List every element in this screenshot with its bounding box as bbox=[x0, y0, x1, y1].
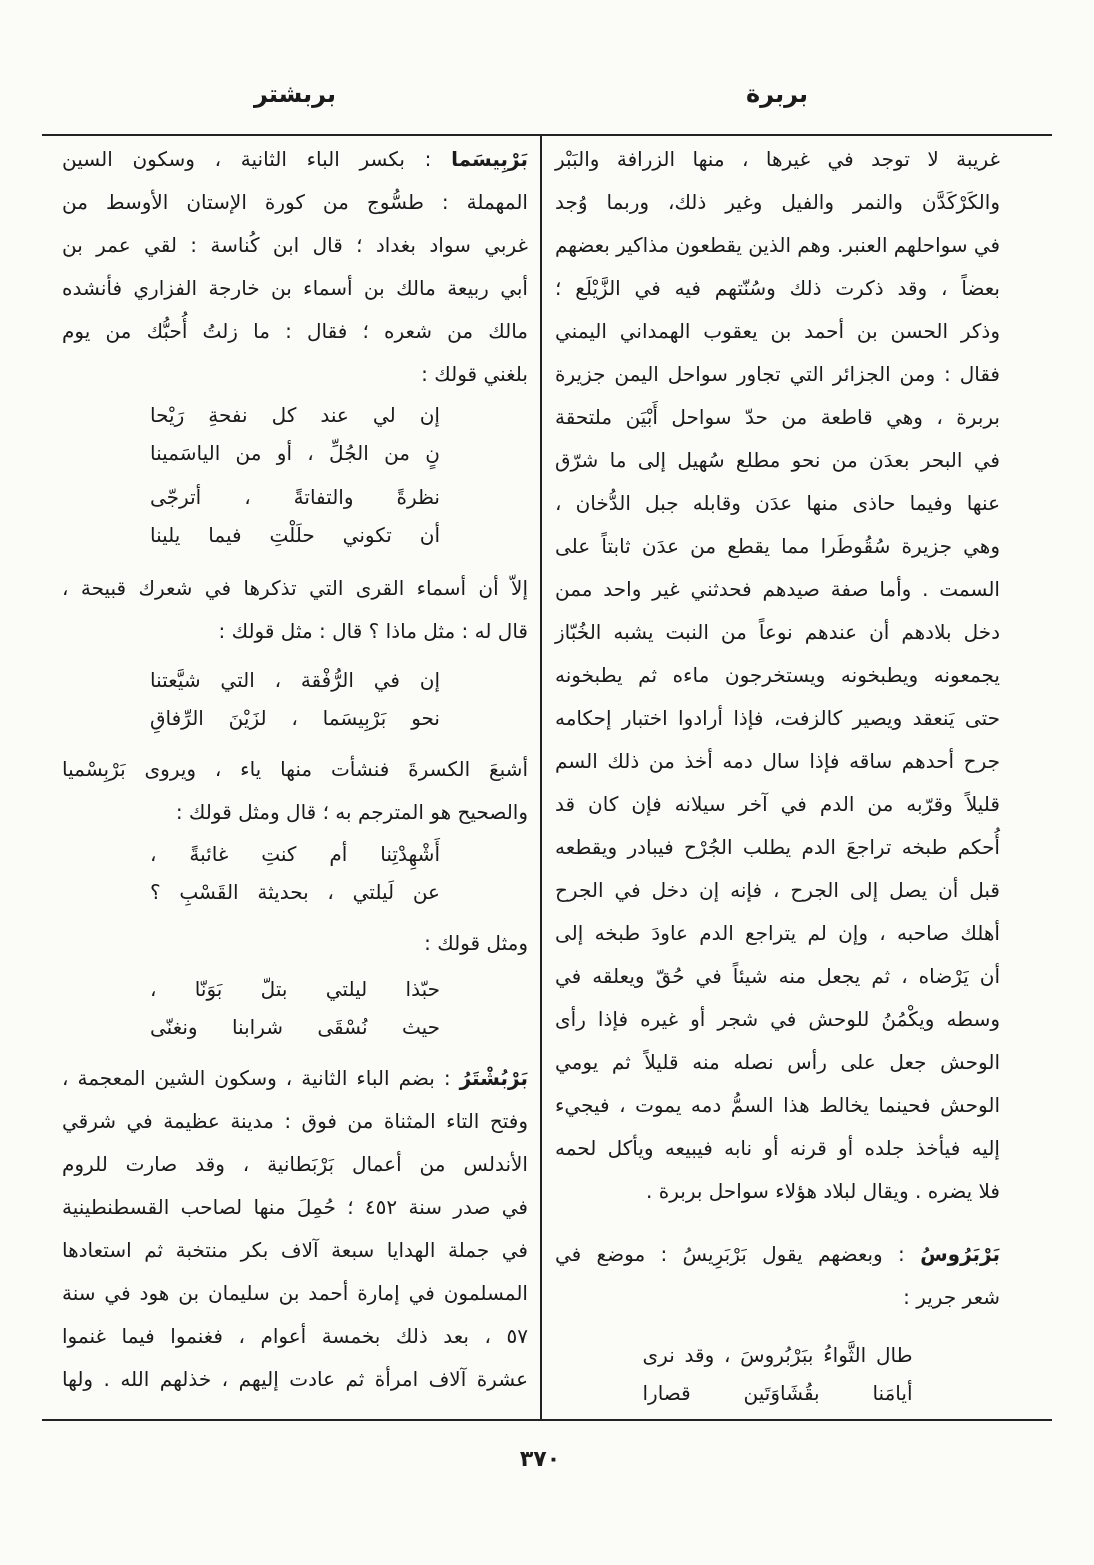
entry-barbara bbox=[555, 138, 1000, 1213]
text-line: عنها وفيما حاذى منها عدَن وقابله جبل الدُّخان ، bbox=[555, 491, 1000, 515]
verse-hemistich: حبّذا ليلتي بتلّ بَوَنّا ، bbox=[150, 977, 440, 1001]
header-rule bbox=[42, 134, 1052, 136]
text-line: أُحكم طبخه تراجعَ الدم يطلب الجُرْح فيبادر ويقطعه bbox=[555, 835, 1000, 859]
text-line: المسلمون في إمارة أحمد بن سليمان بن هود في سنة bbox=[62, 1281, 528, 1305]
text-line: وسطه ويكْمُنُ للوحش في شجر أو غيره فإذا رأى bbox=[555, 1007, 1000, 1031]
text-line: يجمعونه ويطبخونه ويستخرجون ماءه ثم يطبخونه bbox=[555, 663, 1000, 687]
paragraph bbox=[62, 922, 528, 965]
column-divider bbox=[540, 135, 542, 1420]
verse-couplet bbox=[555, 1336, 1000, 1412]
text-line: عشرة آلاف امرأة ثم عادت إليهم ، خذلهم الله . ولها bbox=[62, 1367, 528, 1391]
verse-hemistich: أَشْهِدْتِنا أم كنتِ غائبةً ، bbox=[150, 842, 440, 866]
text-line: إليه فيأخذ جلده أو قرنه أو نابه فيبيعه ويأكل لحمه bbox=[555, 1136, 1000, 1160]
text-line: ٥٧ ، بعد ذلك بخمسة أعوام ، فغنموا فيما غنموا bbox=[62, 1324, 528, 1348]
text-line: أشبعَ الكسرةَ فنشأت منها ياء ، ويروى بَرْبِسْميا bbox=[62, 757, 528, 781]
text-line: في البحر بعدَن من نحو مطلع سُهيل إلى ما شرّق bbox=[555, 448, 1000, 472]
text-line: بربرة ، وهي قاطعة من حدّ سواحل أَبْيَن ملتحقة bbox=[555, 405, 1000, 429]
verse-hemistich: أيامَنا بقُشَاوَتَين قصارا bbox=[642, 1381, 913, 1405]
page-number: ٣٧٠ bbox=[519, 1447, 561, 1472]
verse-hemistich: عن لَيلتي ، بحديثة القَسْبِ ؟ bbox=[150, 880, 440, 904]
verse-couplet bbox=[62, 661, 528, 737]
text-line: جرح أحدهم ساقه فإذا سال دمه أخذ من ذلك السم bbox=[555, 749, 1000, 773]
verse-hemistich: أن تكوني حلَلْتِ فيما يلينا bbox=[150, 523, 440, 547]
text-line: والكَرْكَدَّن والنمر والفيل وغير ذلك، وربما وُجد bbox=[555, 190, 1000, 214]
text-line: فقال : ومن الجزائر التي تجاور سواحل اليمن جزيرة bbox=[555, 362, 1000, 386]
text-line: أبي ربيعة مالك بن أسماء بن خارجة الفزاري فأنشده bbox=[62, 276, 528, 300]
verse-hemistich: نحو بَرْبِيسَما ، لزَيْنَ الرِّفاقِ bbox=[150, 706, 440, 730]
verse-couplet bbox=[62, 970, 528, 1046]
verse-hemistich: نٍ من الجُلِّ ، أو من الياسَمينا bbox=[150, 441, 440, 465]
verse-hemistich: نظرةً والتفاتةً ، أترجّى bbox=[150, 485, 440, 509]
entry-text: : وبعضهم يقول بَرْبَرِيسُ : موضع في bbox=[555, 1242, 905, 1266]
entry-barbushtar bbox=[62, 1057, 528, 1401]
right-column bbox=[555, 138, 1000, 1412]
text-line: مالك من شعره ؛ فقال : ما زلتُ أُحبُّك من يوم bbox=[62, 319, 528, 343]
text-line: حتى يَنعقد ويصير كالزفت، فإذا أرادوا اختبار إحكامه bbox=[555, 706, 1000, 730]
entry-first-line bbox=[555, 1233, 1000, 1276]
text-line: وفتح التاء المثناة من فوق : مدينة عظيمة في شرقي bbox=[62, 1109, 528, 1133]
running-header-left: بربشتر bbox=[253, 80, 337, 108]
text-line: قليلاً وقرّبه من الدم في آخر سيلانه فإن كان قد bbox=[555, 792, 1000, 816]
text-line: الوحش فحينما يخالط هذا السمُّ دمه يموت ، فيجيء bbox=[555, 1093, 1000, 1117]
paragraph bbox=[62, 567, 528, 653]
footer-rule bbox=[42, 1419, 1052, 1421]
verse-hemistich: حيث نُسْقَى شرابنا ونغنّى bbox=[150, 1015, 440, 1039]
text-line: قال له : مثل ماذا ؟ قال : مثل قولك : bbox=[218, 619, 528, 643]
entry-headword: بَرْبُشْتَرُ bbox=[459, 1066, 528, 1090]
text-line: وهي جزيرة سُقُوطَرا مما يقطع من عدَن ثابتاً على bbox=[555, 534, 1000, 558]
text-line: في جملة الهدايا سبعة آلاف بكر منتخبة ثم استعادها bbox=[62, 1238, 528, 1262]
text-line: غربي سواد بغداد ؛ قال ابن كُناسة : لقي عمر بن bbox=[62, 233, 528, 257]
entry-headword: بَرْبَرُوسُ bbox=[920, 1242, 1000, 1266]
verse-hemistich: إن لي عند كل نفحةِ رَيْحا bbox=[150, 403, 440, 427]
text-line: بعضاً ، وقد ذكرت ذلك وسُنّتهم فيه في الزَّيْلَع ؛ bbox=[555, 276, 1000, 300]
text-line: في صدر سنة ٤٥٢ ؛ حُمِلَ منها لصاحب القسطنطينية bbox=[62, 1195, 528, 1219]
entry-text: : بضم الباء الثانية ، وسكون الشين المعجمة ، bbox=[62, 1066, 451, 1090]
text-line: دخل بلادهم أن عندهم نوعاً من النبت يشبه الخُبّاز bbox=[555, 620, 1000, 644]
text-line: فلا يضره . ويقال لبلاد هؤلاء سواحل بربرة . bbox=[646, 1179, 1000, 1203]
left-column bbox=[62, 138, 528, 1401]
entry-first-line bbox=[62, 138, 528, 181]
text-line: بلغني قولك : bbox=[421, 362, 528, 386]
entry-first-line bbox=[62, 1057, 528, 1100]
text-line: أن يَرْضاه ، ثم يجعل منه شيئاً في حُقّ ويعلقه في bbox=[555, 964, 1000, 988]
entry-barbisama bbox=[62, 138, 528, 1046]
paragraph bbox=[62, 748, 528, 834]
text-line: أهلك صاحبه ، وإن لم يتراجع الدم عاودَ طبخه إلى bbox=[555, 921, 1000, 945]
verse-hemistich: إن في الرُّفْقة ، التي شيَّعتنا bbox=[150, 668, 440, 692]
text-line: قبل أن يصل إلى الجرح ، فإنه إن دخل في الجرح bbox=[555, 878, 1000, 902]
text-line: غريبة لا توجد في غيرها ، منها الزرافة والبَبْر bbox=[555, 147, 1000, 171]
text-line: شعر جرير : bbox=[903, 1285, 1000, 1309]
text-line: ومثل قولك : bbox=[424, 931, 528, 955]
verse-couplet bbox=[62, 478, 528, 554]
text-line: المهملة : طسُّوج من كورة الإستان الأوسط من bbox=[62, 190, 528, 214]
text-line: وذكر الحسن بن أحمد بن يعقوب الهمداني اليمني bbox=[555, 319, 1000, 343]
running-header-right: بربرة bbox=[745, 80, 809, 108]
entry-barbarus bbox=[555, 1233, 1000, 1412]
text-line: الأندلس من أعمال بَرْبَطانية ، وقد صارت للروم bbox=[62, 1152, 528, 1176]
text-line: في سواحلهم العنبر. وهم الذين يقطعون مذاكير بعضهم bbox=[555, 233, 1000, 257]
entry-text: : بكسر الباء الثانية ، وسكون السين bbox=[62, 147, 432, 171]
text-line: والصحيح هو المترجم به ؛ قال ومثل قولك : bbox=[175, 800, 528, 824]
text-line: الوحش جعل على رأس نصله منه قليلاً ثم يومي bbox=[555, 1050, 1000, 1074]
entry-headword: بَرْبِيسَما bbox=[451, 147, 528, 171]
text-line: السمت . وأما صفة صيدهم فحدثني غير واحد ممن bbox=[555, 577, 1000, 601]
verse-couplet bbox=[62, 396, 528, 472]
verse-couplet bbox=[62, 835, 528, 911]
verse-hemistich: طال الثَّواءُ ببَرْبُروسَ ، وقد نرى bbox=[642, 1343, 913, 1367]
text-line: إلاّ أن أسماء القرى التي تذكرها في شعرك قبيحة ، bbox=[62, 576, 528, 600]
